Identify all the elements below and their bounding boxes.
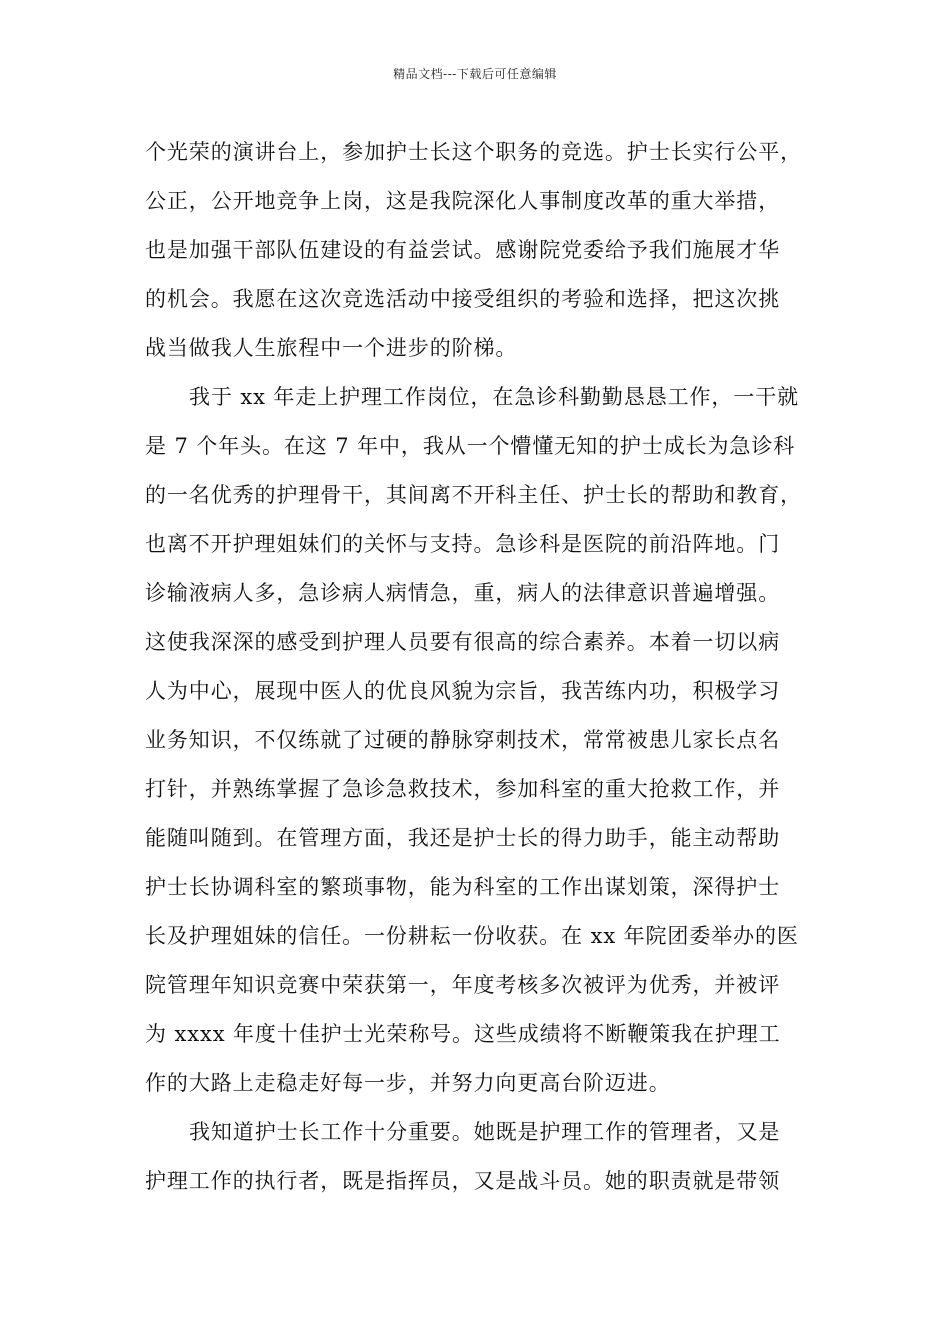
text-line: 战当做我人生旅程中一个进步的阶梯。 <box>145 336 518 360</box>
paragraph-start-line: 我知道护士长工作十分重要。她既是护理工作的管理者，又是 <box>189 1120 781 1144</box>
text-line: 是 7 个年头。在这 7 年中，我从一个懵懂无知的护士成长为急诊科 <box>145 434 796 458</box>
text-line: 人为中心，展现中医人的优良风貌为宗旨，我苦练内功，积极学习 <box>145 679 781 703</box>
text-line: 护理工作的执行者，既是指挥员，又是战斗员。她的职责就是带领 <box>145 1169 781 1193</box>
text-line: 为 xxxx 年度十佳护士光荣称号。这些成绩将不断鞭策我在护理工 <box>145 1022 781 1046</box>
text-line: 业务知识，不仅练就了过硬的静脉穿刺技术，常常被患儿家长点名 <box>145 728 781 752</box>
text-line: 的一名优秀的护理骨干，其间离不开科主任、护士长的帮助和教育， <box>145 483 802 507</box>
text-line: 作的大路上走稳走好每一步，并努力向更高台阶迈进。 <box>145 1071 671 1095</box>
text-line: 这使我深深的感受到护理人员要有很高的综合素养。本着一切以病 <box>145 630 781 654</box>
text-line: 长及护理姐妹的信任。一份耕耘一份收获。在 xx 年院团委举办的医 <box>145 924 799 948</box>
text-line: 个光荣的演讲台上，参加护士长这个职务的竞选。护士长实行公平， <box>145 140 802 164</box>
text-line: 护士长协调科室的繁琐事物，能为科室的工作出谋划策，深得护士 <box>145 875 781 899</box>
text-line: 的机会。我愿在这次竞选活动中接受组织的考验和选择，把这次挑 <box>145 287 781 311</box>
text-line: 打针，并熟练掌握了急诊急救技术，参加科室的重大抢救工作，并 <box>145 777 781 801</box>
text-line: 能随叫随到。在管理方面，我还是护士长的得力助手，能主动帮助 <box>145 826 781 850</box>
text-line: 也离不开护理姐妹们的关怀与支持。急诊科是医院的前沿阵地。门 <box>145 532 781 556</box>
text-line: 诊输液病人多，急诊病人病情急，重，病人的法律意识普遍增强。 <box>145 581 781 605</box>
text-line: 院管理年知识竞赛中荣获第一，年度考核多次被评为优秀，并被评 <box>145 973 781 997</box>
text-line: 公正，公开地竞争上岗，这是我院深化人事制度改革的重大举措， <box>145 189 781 213</box>
page-header: 精品文档---下载后可任意编辑 <box>393 67 557 81</box>
text-line: 也是加强干部队伍建设的有益尝试。感谢院党委给予我们施展才华 <box>145 238 781 262</box>
paragraph-start-line: 我于 xx 年走上护理工作岗位，在急诊科勤勤恳恳工作，一干就 <box>189 385 800 409</box>
document-body <box>145 128 810 1206</box>
